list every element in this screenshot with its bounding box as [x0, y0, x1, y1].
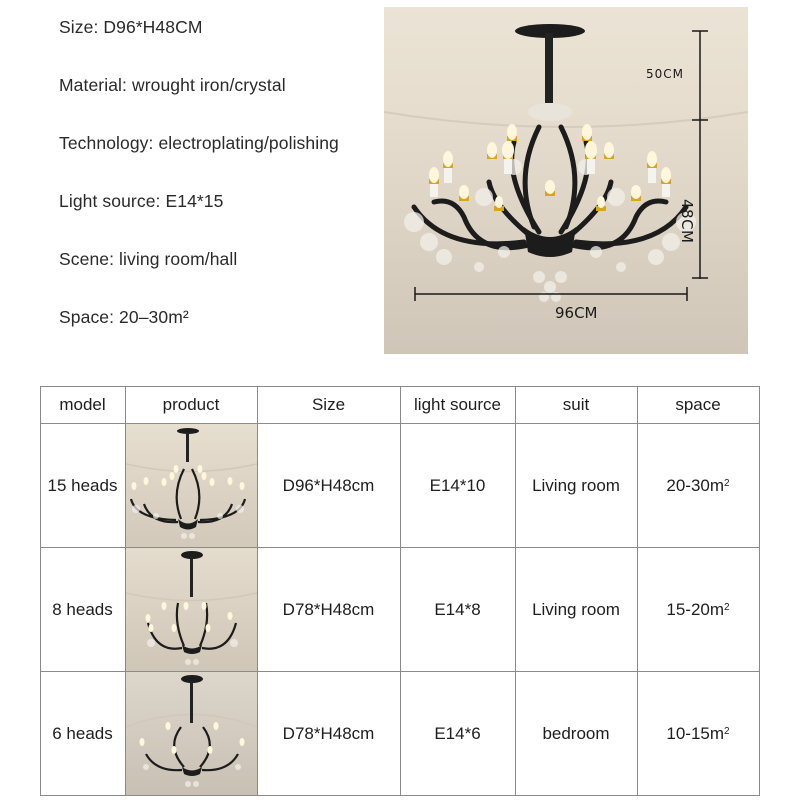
row3-suit: bedroom: [542, 723, 610, 743]
row3-product-thumbnail: [126, 672, 257, 795]
header-space: space: [675, 394, 721, 414]
row2-space-value: 15-20m: [666, 599, 725, 619]
spec-space: Space: 20–30m²: [59, 307, 189, 327]
row3-size: D78*H48cm: [282, 723, 375, 743]
product-photo: [384, 7, 748, 354]
row1-space-sup: 2: [724, 478, 730, 489]
row2-space-sup: 2: [724, 602, 730, 613]
row1-space-value: 20-30m: [666, 475, 725, 495]
row1-space: [637, 424, 759, 547]
row3-space-sup: 2: [724, 726, 730, 737]
chandelier-6-heads-icon: [126, 672, 257, 795]
header-product: product: [162, 394, 220, 414]
chandelier-illustration: [384, 7, 748, 354]
row3-space-value: 10-15m: [666, 723, 725, 743]
spec-material: Material: wrought iron/crystal: [59, 75, 286, 95]
header-suit: suit: [562, 394, 590, 414]
row2-model: 8 heads: [52, 599, 113, 619]
header-light-source: light source: [414, 394, 501, 414]
row1-product-thumbnail: [126, 424, 257, 547]
row3-light-source: E14*6: [434, 723, 481, 743]
header-size: Size: [311, 394, 346, 414]
row1-suit: Living room: [532, 475, 620, 495]
row1-light-source: E14*10: [429, 475, 486, 495]
row2-suit: Living room: [532, 599, 620, 619]
spec-light-source: Light source: E14*15: [59, 191, 224, 211]
spec-technology: Technology: electroplating/polishing: [59, 133, 339, 153]
row2-light-source: E14*8: [434, 599, 481, 619]
header-model: model: [59, 394, 106, 414]
chandelier-15-heads-icon: [126, 424, 257, 547]
spec-size: Size: D96*H48CM: [59, 17, 203, 37]
height-label: 48CM: [678, 199, 696, 244]
row3-model: 6 heads: [52, 723, 113, 743]
row3-space: [637, 672, 759, 795]
spec-scene: Scene: living room/hall: [59, 249, 238, 269]
width-label: 96CM: [555, 304, 598, 322]
chain-length-label: 50CM: [646, 67, 685, 81]
row2-product-thumbnail: [126, 548, 257, 671]
chandelier-8-heads-icon: [126, 548, 257, 671]
row2-size: D78*H48cm: [282, 599, 375, 619]
row2-space: [637, 548, 759, 671]
row1-size: D96*H48cm: [282, 475, 375, 495]
row1-model: 15 heads: [47, 475, 118, 495]
